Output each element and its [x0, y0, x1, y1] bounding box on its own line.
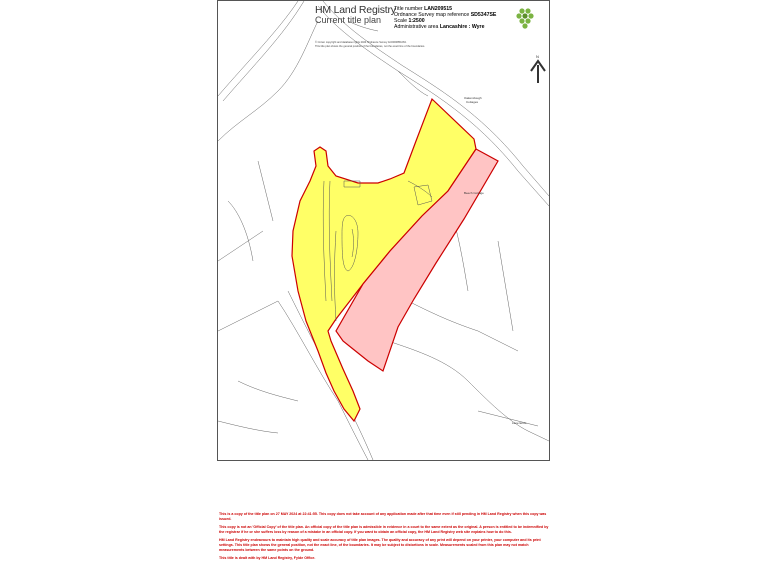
scale-row: Scale 1:2500: [394, 18, 425, 24]
scale: 1:2500: [408, 18, 425, 24]
note-4: This title is dealt with by HM Land Registry, Fylde Office.: [219, 556, 316, 560]
north-label: N: [536, 54, 539, 59]
note-2: This copy is not an 'Official Copy' of the title plan. An official copy of the title plan is admissible in evidence in a court to the same extent as the original. A person is entitled to be indemnified by the registrar if he or she suffers loss by reason of a mistake in an official copy. If you want to obtain an official copy, the HM Land Registry web site explains how to do this.: [219, 525, 549, 534]
os-ref-row: Ordnance Survey map reference SD5347SE: [394, 12, 497, 18]
map-label-4: Lane Ends: [512, 421, 527, 425]
note-1: This is a copy of the title plan on 27 MAY 2024 at 22:41:55. This copy does not take account of any application made after that time even if still pending in HM Land Registry when this copy was issued.: [219, 512, 547, 521]
map-label-2: Cottages: [466, 100, 479, 104]
title-number: LAN209515: [424, 6, 453, 12]
admin-area-row: Administrative area Lancashire : Wyre: [394, 24, 485, 30]
title-plan-sheet: [217, 0, 550, 461]
map[interactable]: [218, 1, 549, 460]
admin-area: Lancashire : Wyre: [439, 24, 485, 30]
brand-title: HM Land Registry: [315, 4, 396, 16]
title-number-row: Title number LAN209515: [394, 6, 453, 12]
os-ref: SD5347SE: [470, 12, 497, 18]
copyright-line-1: © Crown copyright and database rights 2024 Ordnance Survey AC0000851063.: [315, 41, 407, 44]
note-3: HM Land Registry endeavours to maintain high quality and scale accuracy of title plan images. The quality and accuracy of any print will depend on your printer, your computer and its print settings. This title plan shows the general position, not the exact line, of the boundaries. It may be subject to distortions in scale. Measurements scaled from this plan may not match measurements between the same points on the ground.: [219, 538, 541, 552]
map-label-1: Oakenclough: [464, 96, 482, 100]
copyright-line-2: This title plan shows the general position of the boundaries, not the exact line of the boundaries.: [315, 45, 426, 48]
map-label-3: Beech Cottage: [464, 191, 484, 195]
disclaimer-notes: [219, 512, 549, 564]
north-arrow-icon: [531, 61, 545, 83]
title-plan-header: [218, 1, 549, 48]
brand-subtitle: Current title plan: [315, 15, 382, 25]
